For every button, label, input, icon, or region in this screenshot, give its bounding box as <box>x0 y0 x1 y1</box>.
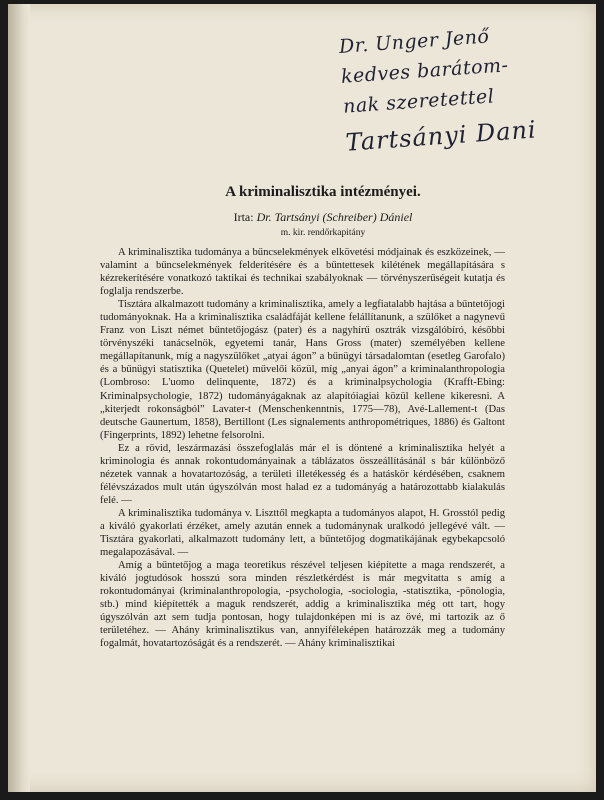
author-rank: m. kir. rendőrkapitány <box>280 228 366 238</box>
paragraph: Amíg a bűntetőjog a maga teoretikus részével teljesen kiépítette a maga rendszerét, a kiváló jogtudósok hosszú sora minden részletkérdést is már megvitatta s amíg a rokontudományai (kriminalanthropologia, -psychologia, -sociologia, -statisztika, -pönologia, stb.) mind kiépítették a maguk rendszerét, addig a kriminalisztika még ott tart, hogy úgyszólván azt sem tudja pontosan, hogy tulajdonképen mi is az övé, mi tartozik az ő területéhez. — Ahány kriminalisztikus van, annyiféleképen határozzák meg a tudomány fogalmát, hovatartozóságát és a rendszerét. — Ahány kriminalisztikai <box>100 560 505 650</box>
paragraph: Ez a rövid, leszármazási összefoglalás már el is döntené a kriminalisztika helyét a kriminologia és annak rokontudományainak a táblázatos összeállításánál s bár különböző nézetek vannak a hovatartozóság, a területi illetékesség és a hatáskör kérdésében, csaknem félévszázados mult után úgyszólván most halad ez a tudományág a határozottabb kialakulás felé. — <box>100 442 505 506</box>
dedication-line: Dr. Unger Jenő <box>338 25 491 58</box>
article-title: A kriminalisztika intézményei. <box>225 184 421 200</box>
handwritten-signature: Tartsányi Dani <box>344 115 538 157</box>
author-name: Dr. Tartsányi (Schreiber) Dániel <box>256 210 413 224</box>
author-prefix: Irta: <box>233 210 254 224</box>
document-page <box>8 4 596 792</box>
handwritten-dedication <box>338 15 596 158</box>
page-binding-edge <box>8 4 30 792</box>
dedication-line: kedves barátom- <box>340 54 510 88</box>
dedication-line: nak szeretettel <box>342 85 496 118</box>
paragraph: A kriminalisztika tudománya a bűncselekmények elkövetési módjainak és eszközeinek, — valamint a bűncselekmények felderítésére és a bűntettesek kilétének megállapítására s kézrekerítésére vonatkozó taktikai és technikai szabályoknak — törvényszerűségeit kutatja és foglalja rendszerbe. <box>100 247 505 298</box>
paragraph: Tisztára alkalmazott tudomány a kriminalisztika, amely a legfiatalabb hajtása a bűntetőjogi tudományoknak. Ha a kriminalisztika családfáját kellene felállítanunk, a szülőket a nagynevű Franz von Liszt német bűntetőjogász (pater) és a nagyhírű osztrák vizsgálóbíró, későbbi törvényszéki tanácselnök, egyetemi tanár, Hans Gross (mater) személyében kellene megállapítanunk, míg a nagyszülőket „atyai ágon” a bűnügyi társadalomtan (esetleg Garofalo) és a bűnügyi statisztika (Quetelet) művelői közül, míg „anyai ágon” a kriminalanthropologia (Lombroso: L'uomo delinquente, 1872) és a kriminalpsychologia (Krafft-Ebing: Kriminalpsychologie, 1872) tudományágaknak az alapítóiagiai közül kellene kikeresni. A „kiterjedt rokonságból” Lavater-t (Menschenkenntnis, 1775—78), Avé-Lallement-t (Das deutsche Gaunertum, 1858), Bertillont (Les signalements anthropométriques, 1886) és Galtont (Fingerprints, 1892) lehetne felsorolni. <box>100 299 505 441</box>
paragraph: A kriminalisztika tudománya v. Liszttől megkapta a tudományos alapot, H. Grosstól pedig a kiváló gyakorlati érzéket, amely azután ennek a tudománynak uralkodó jellegévé vált. — Tisztára gyakorlati, alkalmazott tudomány lett, a bűntetőjog dogmatikájának egybekapcsoló megalapozásával. — <box>100 507 505 559</box>
article-body <box>100 246 505 650</box>
author-line <box>128 210 518 225</box>
